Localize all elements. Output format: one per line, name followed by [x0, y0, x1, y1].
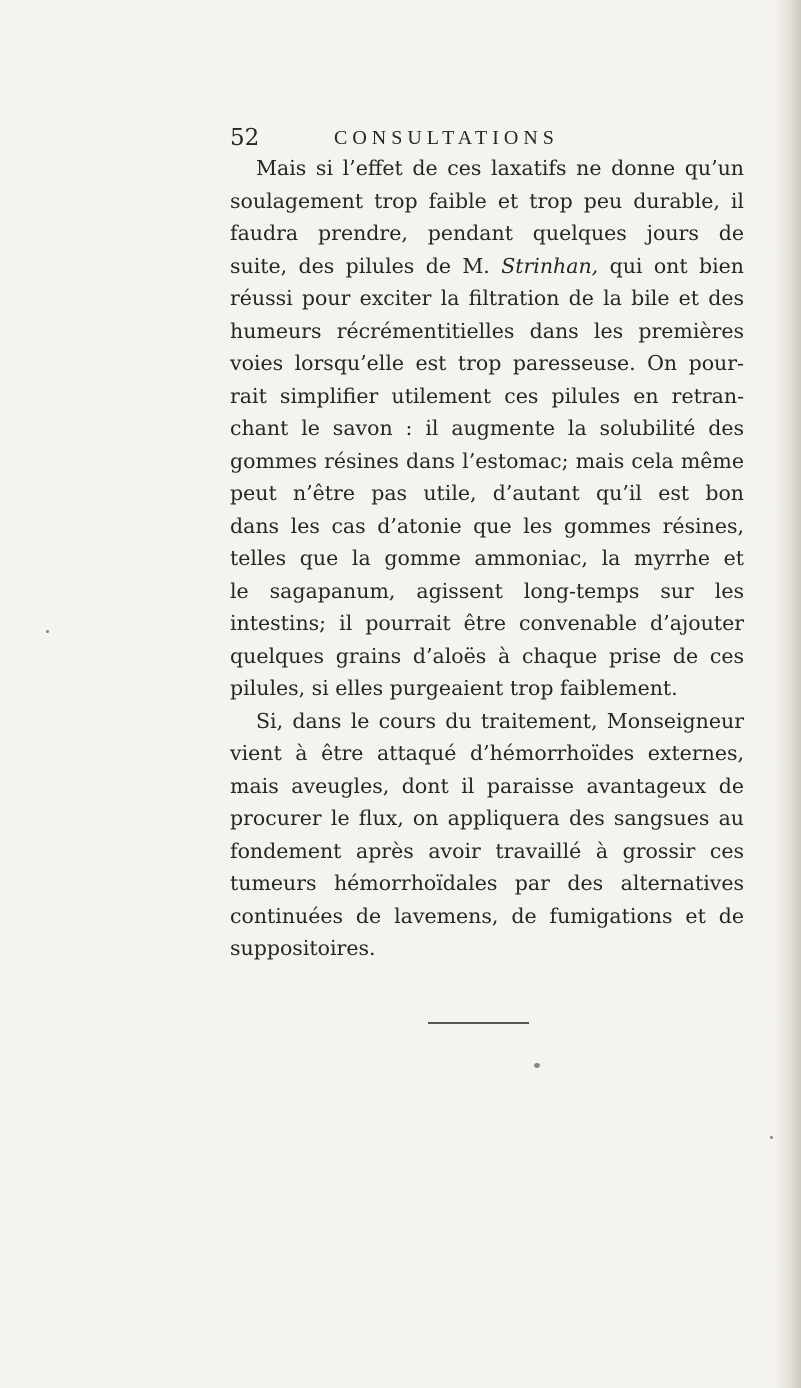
text-line: intestins; il pourrait être convenable d’ajouter: [230, 611, 744, 635]
text-line: suppositoires.: [230, 936, 376, 960]
text-line: quelques grains d’aloës à chaque prise de ces: [230, 643, 744, 668]
text-line: dans les cas d’atonie que les gommes résines,: [230, 513, 744, 538]
text-line: telles que la gomme ammoniac, la myrrhe et: [230, 546, 744, 570]
text-line: mais aveugles, dont il paraisse avantageux de: [230, 773, 744, 798]
page-number: 52: [230, 125, 260, 151]
text-line: chant le savon : il augmente la solubilité des: [230, 416, 744, 440]
text-line: Si, dans le cours du traitement, Monseigneur: [256, 708, 744, 733]
paragraph-2: [230, 705, 744, 965]
end-rule: [428, 1022, 529, 1024]
body-text: [230, 152, 744, 965]
text-line: peut n’être pas utile, d’autant qu’il est bon: [230, 481, 744, 505]
ink-speck: [46, 630, 49, 633]
running-head-title: CONSULTATIONS: [334, 127, 559, 149]
ink-speck: [534, 1063, 540, 1068]
text-line: faudra prendre, pendant quelques jours de: [230, 221, 744, 245]
person-name: Strinhan,: [501, 253, 599, 278]
text-line: tumeurs hémorrhoïdales par des alternatives: [230, 871, 744, 895]
text-fragment: qui ont bien: [598, 253, 744, 278]
text-line: procurer le flux, on appliquera des sangsues au: [230, 806, 744, 830]
text-line: gommes résines dans l’estomac; mais cela même: [230, 448, 744, 473]
text-line: le sagapanum, agissent long-temps sur les: [230, 578, 744, 603]
text-line: pilules, si elles purgeaient trop faiblement.: [230, 676, 678, 700]
text-line: vient à être attaqué d’hémorrhoïdes externes,: [230, 741, 744, 765]
text-line: réussi pour exciter la filtration de la bile et des: [230, 286, 744, 310]
text-line: rait simplifier utilement ces pilules en retran-: [230, 383, 744, 408]
text-line: fondement après avoir travaillé à grossir ces: [230, 838, 744, 863]
page-edge-shadow: [775, 0, 801, 1388]
ink-speck: [770, 1136, 773, 1139]
text-line: continuées de lavemens, de fumigations et de: [230, 903, 744, 928]
text-line: Mais si l’effet de ces laxatifs ne donne qu’un: [256, 156, 744, 180]
text-line: soulagement trop faible et trop peu durable, il: [230, 188, 744, 213]
text-line: voies lorsqu’elle est trop paresseuse. On pour-: [230, 351, 744, 375]
text-fragment: suite, des pilules de M.: [230, 253, 502, 278]
paragraph-1: [230, 152, 744, 705]
text-line-with-name: [230, 250, 744, 283]
text-line: humeurs récrémentitielles dans les premières: [230, 318, 744, 343]
